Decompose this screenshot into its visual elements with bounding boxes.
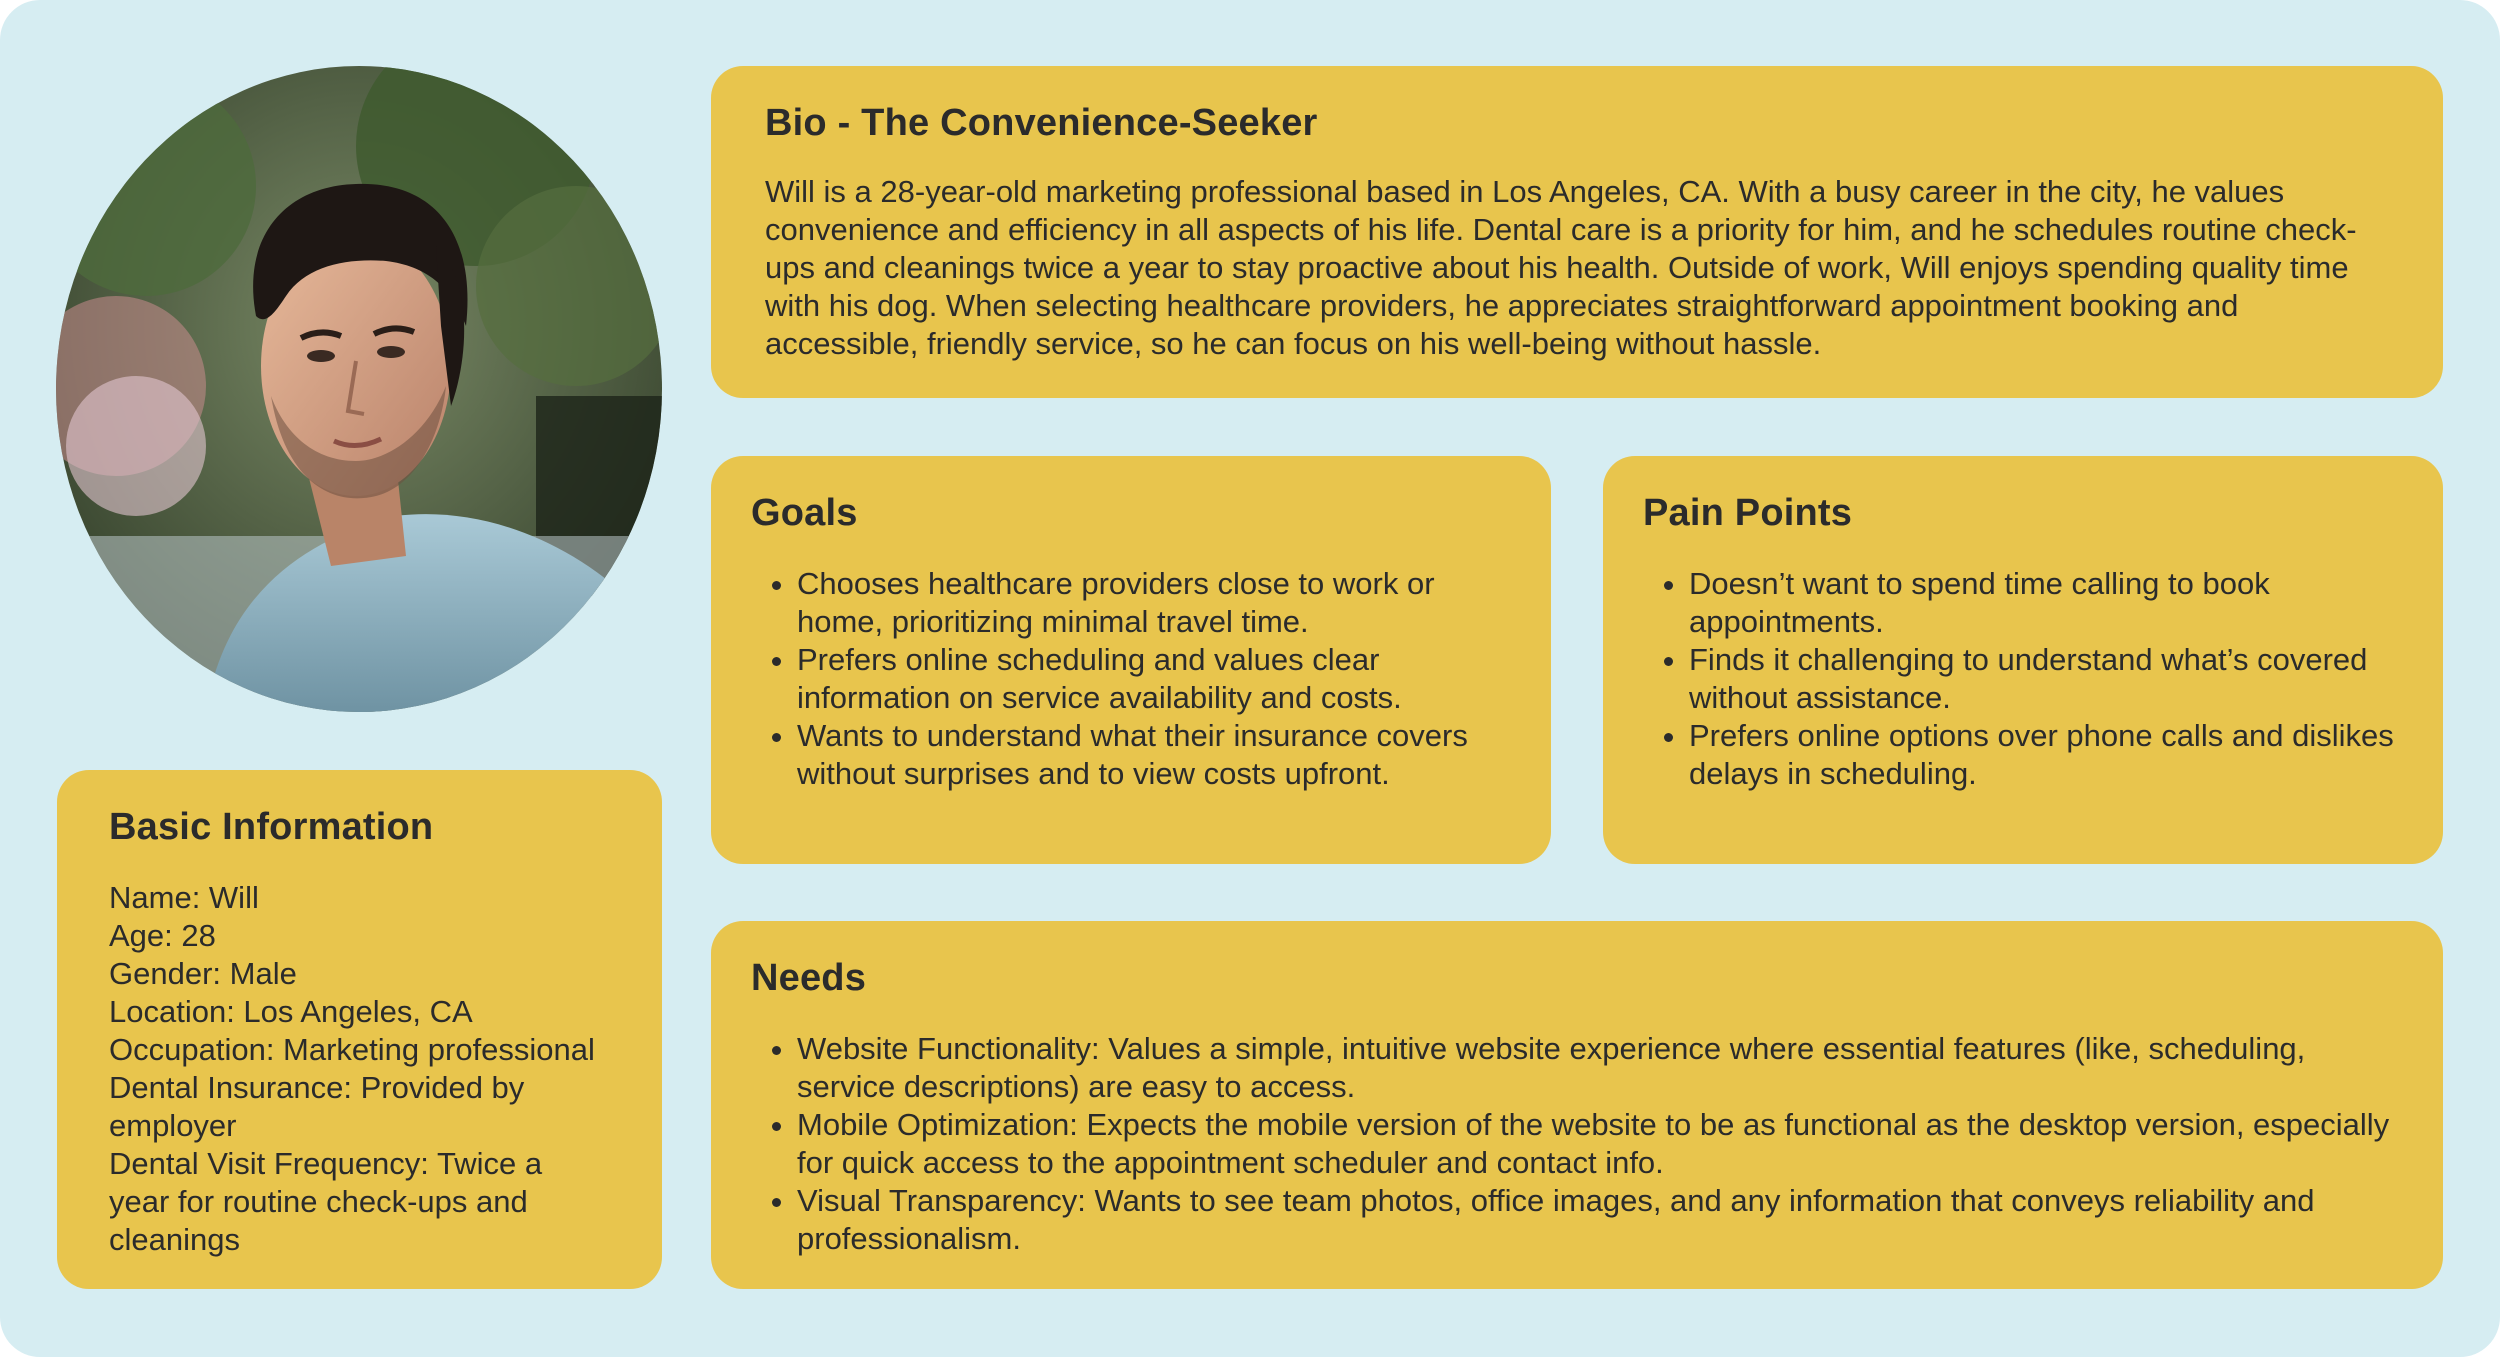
needs-title: Needs bbox=[751, 957, 867, 999]
list-item: • Visual Transparency: Wants to see team photos, office images, and any information that conveys reliability and professionalism. bbox=[797, 1182, 2403, 1258]
basic-info-name: Name: Will bbox=[109, 880, 259, 915]
basic-info-card bbox=[57, 770, 662, 1289]
basic-info-title: Basic Information bbox=[109, 806, 434, 848]
bio-title: Bio - The Convenience-Seeker bbox=[765, 102, 1318, 144]
list-item: • Mobile Optimization: Expects the mobile version of the website to be as functional as the desktop version, especially for quick access to the appointment scheduler and contact info. bbox=[797, 1106, 2403, 1182]
bio-card bbox=[711, 66, 2443, 398]
basic-info-insurance: Dental Insurance: Provided by employer bbox=[109, 1070, 525, 1143]
bio-text: Will is a 28-year-old marketing professional based in Los Angeles, CA. With a busy career in the city, he values convenience and efficiency in all aspects of his life. Dental care is a priority for him, and he schedules routine check-ups and cleanings twice a year to stay proactive about his health. Outside of work, Will enjoys spending quality time with his dog. When selecting healthcare providers, he appreciates straightforward appointment booking and accessible, friendly service, so he can focus on his well-being without hassle. bbox=[765, 174, 2357, 361]
needs-list bbox=[751, 1030, 2403, 1258]
list-item: • Finds it challenging to understand what’s covered without assistance. bbox=[1689, 641, 2403, 717]
list-item: • Wants to understand what their insurance covers without surprises and to view costs upfront. bbox=[797, 717, 1511, 793]
basic-info-age: Age: 28 bbox=[109, 918, 216, 953]
list-item: • Prefers online options over phone calls and dislikes delays in scheduling. bbox=[1689, 717, 2403, 793]
persona-photo bbox=[56, 66, 662, 712]
goals-title: Goals bbox=[751, 492, 858, 534]
pain-points-title: Pain Points bbox=[1643, 492, 1853, 534]
basic-info-occupation: Occupation: Marketing professional bbox=[109, 1032, 595, 1067]
portrait-image bbox=[56, 66, 662, 712]
basic-info-visit-frequency: Dental Visit Frequency: Twice a year for routine check-ups and cleanings bbox=[109, 1146, 543, 1257]
list-item: • Prefers online scheduling and values clear information on service availability and costs. bbox=[797, 641, 1511, 717]
basic-info-location: Location: Los Angeles, CA bbox=[109, 994, 473, 1029]
list-item: • Chooses healthcare providers close to work or home, prioritizing minimal travel time. bbox=[797, 565, 1511, 641]
goals-list bbox=[751, 565, 1511, 793]
pain-points-card bbox=[1603, 456, 2443, 864]
needs-card bbox=[711, 921, 2443, 1289]
goals-card bbox=[711, 456, 1551, 864]
basic-info-gender: Gender: Male bbox=[109, 956, 297, 991]
pain-points-list bbox=[1643, 565, 2403, 793]
list-item: • Doesn’t want to spend time calling to book appointments. bbox=[1689, 565, 2403, 641]
list-item: • Website Functionality: Values a simple, intuitive website experience where essential features (like, scheduling, service descriptions) are easy to access. bbox=[797, 1030, 2403, 1106]
